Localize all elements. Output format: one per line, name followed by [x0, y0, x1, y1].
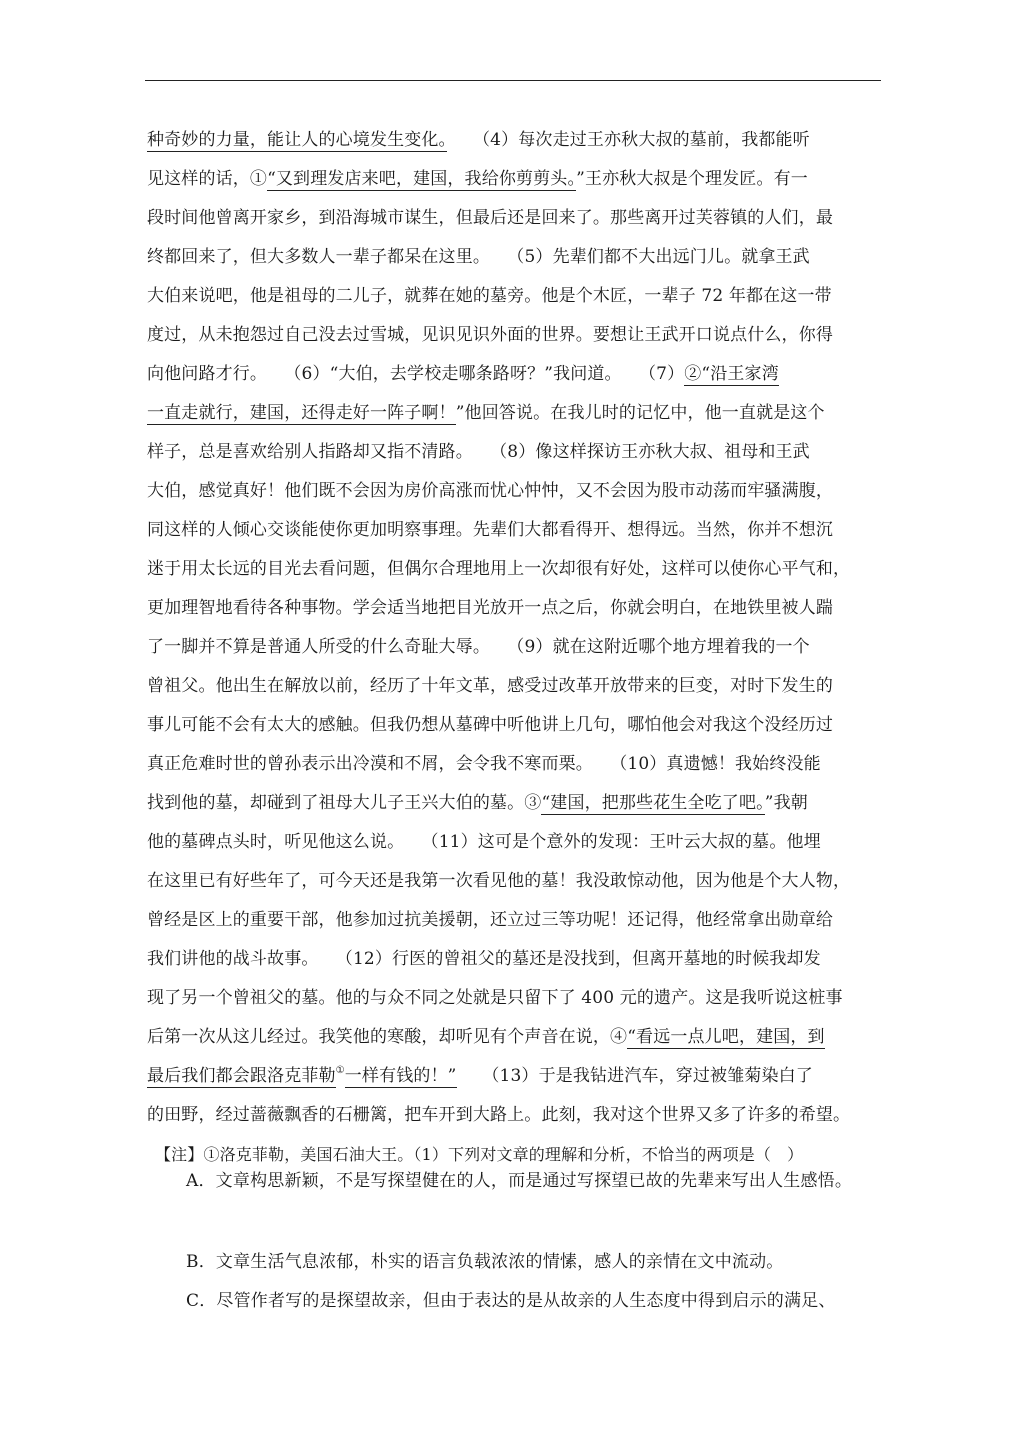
passage-line [147, 316, 877, 355]
footnote-marker: ① [335, 1065, 345, 1076]
passage-text: 样子，总是喜欢给别人指路却又指不清路。 （8）像这样探访王亦秋大叔、祖母和王武 [147, 442, 810, 462]
underlined-quote: 最后我们都会跟洛克菲勒 [147, 1066, 336, 1086]
passage-text: 段时间他曾离开家乡，到沿海城市谋生，但最后还是回来了。那些离开过芙蓉镇的人们，最 [147, 208, 833, 228]
passage-text: 的田野，经过蔷薇飘香的石栅篱，把车开到大路上。此刻，我对这个世界又多了许多的希望。 [147, 1105, 851, 1125]
passage-text: 大伯，感觉真好！他们既不会因为房价高涨而忧心忡忡，又不会因为股市动荡而牢骚满腹， [147, 481, 833, 501]
passage-text: ”我朝 [764, 793, 808, 813]
passage-text: ”他回答说。在我儿时的记忆中，他一直就是这个 [455, 403, 825, 423]
passage-line [147, 979, 877, 1018]
passage-line [147, 589, 877, 628]
passage-text: ”王亦秋大叔是个理发匠。有一 [576, 169, 808, 189]
passage-text: 找到他的墓，却碰到了祖母大儿子王兴大伯的墓。③ [147, 793, 542, 813]
passage-line [147, 901, 877, 940]
passage-text: 我们讲他的战斗故事。 （12）行医的曾祖父的墓还是没找到，但离开墓地的时候我却发 [147, 949, 821, 969]
underlined-quote: ②“沿王家湾 [684, 364, 779, 384]
passage-line [147, 628, 877, 667]
passage-text: 见这样的话，① [147, 169, 268, 189]
passage-line [147, 511, 877, 550]
passage-line [147, 394, 877, 433]
passage-line [147, 823, 877, 862]
passage-line [147, 862, 877, 901]
underlined-quote: “又到理发店来吧，建国，我给你剪剪头。 [267, 169, 577, 189]
passage-text: 他的墓碑点头时，听见他这么说。 （11）这可是个意外的发现：王叶云大叔的墓。他埋 [147, 832, 821, 852]
passage-line [147, 1018, 877, 1057]
passage-line [147, 199, 877, 238]
passage-text: 在这里已有好些年了，可今天还是我第一次看见他的墓！我没敢惊动他，因为他是个大人物， [147, 871, 851, 891]
passage-text: 现了另一个曾祖父的墓。他的与众不同之处就是只留下了 400 元的遗产。这是我听说这桩事 [147, 988, 843, 1008]
passage-text: 更加理智地看待各种事物。学会适当地把目光放开一点之后，你就会明白，在地铁里被人踹 [147, 598, 833, 618]
passage-text: 迷于用太长远的目光去看问题，但偶尔合理地用上一次却很有好处，这样可以使你心平气和， [147, 559, 851, 579]
passage-line [147, 745, 877, 784]
passage-text: 事儿可能不会有太大的感触。但我仍想从墓碑中听他讲上几句，哪怕他会对我这个没经历过 [147, 715, 833, 735]
option-a: A．文章构思新颖，不是写探望健在的人，而是通过写探望已故的先辈来写出人生感悟。 [186, 1171, 853, 1191]
passage-line [147, 1096, 877, 1135]
passage-line [147, 784, 877, 823]
passage-text: 向他问路才行。 （6）“大伯，去学校走哪条路呀？”我问道。 （7） [147, 364, 685, 384]
passage-line [147, 472, 877, 511]
passage-line [147, 355, 877, 394]
passage-line [147, 940, 877, 979]
reading-passage [147, 121, 877, 1174]
underlined-quote: 一样有钱的！” [344, 1066, 457, 1086]
passage-line [147, 667, 877, 706]
passage-text: （4）每次走过王亦秋大叔的墓前，我都能听 [447, 130, 810, 150]
underlined-quote: “看远一点儿吧，建国，到 [627, 1027, 825, 1047]
passage-text: 真正危难时世的曾孙表示出冷漠和不屑，会令我不寒而栗。 （10）真遗憾！我始终没能 [147, 754, 821, 774]
passage-line [147, 277, 877, 316]
passage-text: 度过，从未抱怨过自己没去过雪城，见识见识外面的世界。要想让王武开口说点什么，你得 [147, 325, 833, 345]
option-b: B．文章生活气息浓郁，朴实的语言负载浓浓的情愫，感人的亲情在文中流动。 [186, 1252, 784, 1272]
passage-line [147, 706, 877, 745]
passage-text: 同这样的人倾心交谈能使你更加明察事理。先辈们大都看得开、想得远。当然，你并不想沉 [147, 520, 833, 540]
option-c: C．尽管作者写的是探望故亲，但由于表达的是从故亲的人生态度中得到启示的满足、 [186, 1291, 836, 1311]
passage-text: （13）于是我钻进汽车，穿过被雏菊染白了 [456, 1066, 813, 1086]
header-rule [145, 80, 881, 81]
footnote-and-question: 【注】①洛克菲勒，美国石油大王。（1）下列对文章的理解和分析，不恰当的两项是（ ） [155, 1145, 804, 1164]
passage-line [147, 433, 877, 472]
passage-text: 了一脚并不算是普通人所受的什么奇耻大辱。 （9）就在这附近哪个地方埋着我的一个 [147, 637, 810, 657]
passage-text: 后第一次从这儿经过。我笑他的寒酸，却听见有个声音在说，④ [147, 1027, 628, 1047]
passage-text: 曾祖父。他出生在解放以前，经历了十年文革，感受过改革开放带来的巨变，对时下发生的 [147, 676, 833, 696]
passage-line [147, 1057, 877, 1096]
underlined-quote: “建国，把那些花生全吃了吧。 [541, 793, 765, 813]
passage-text: 终都回来了，但大多数人一辈子都呆在这里。 （5）先辈们都不大出远门儿。就拿王武 [147, 247, 810, 267]
underlined-quote: 一直走就行，建国，还得走好一阵子啊！ [147, 403, 456, 423]
underlined-quote: 种奇妙的力量，能让人的心境发生变化。 [147, 130, 448, 150]
passage-line [147, 238, 877, 277]
passage-line [147, 160, 877, 199]
passage-text: 曾经是区上的重要干部，他参加过抗美援朝，还立过三等功呢！还记得，他经常拿出勋章给 [147, 910, 833, 930]
passage-line [147, 550, 877, 589]
passage-line [147, 121, 877, 160]
passage-text: 大伯来说吧，他是祖母的二儿子，就葬在她的墓旁。他是个木匠，一辈子 72 年都在这一带 [147, 286, 832, 306]
